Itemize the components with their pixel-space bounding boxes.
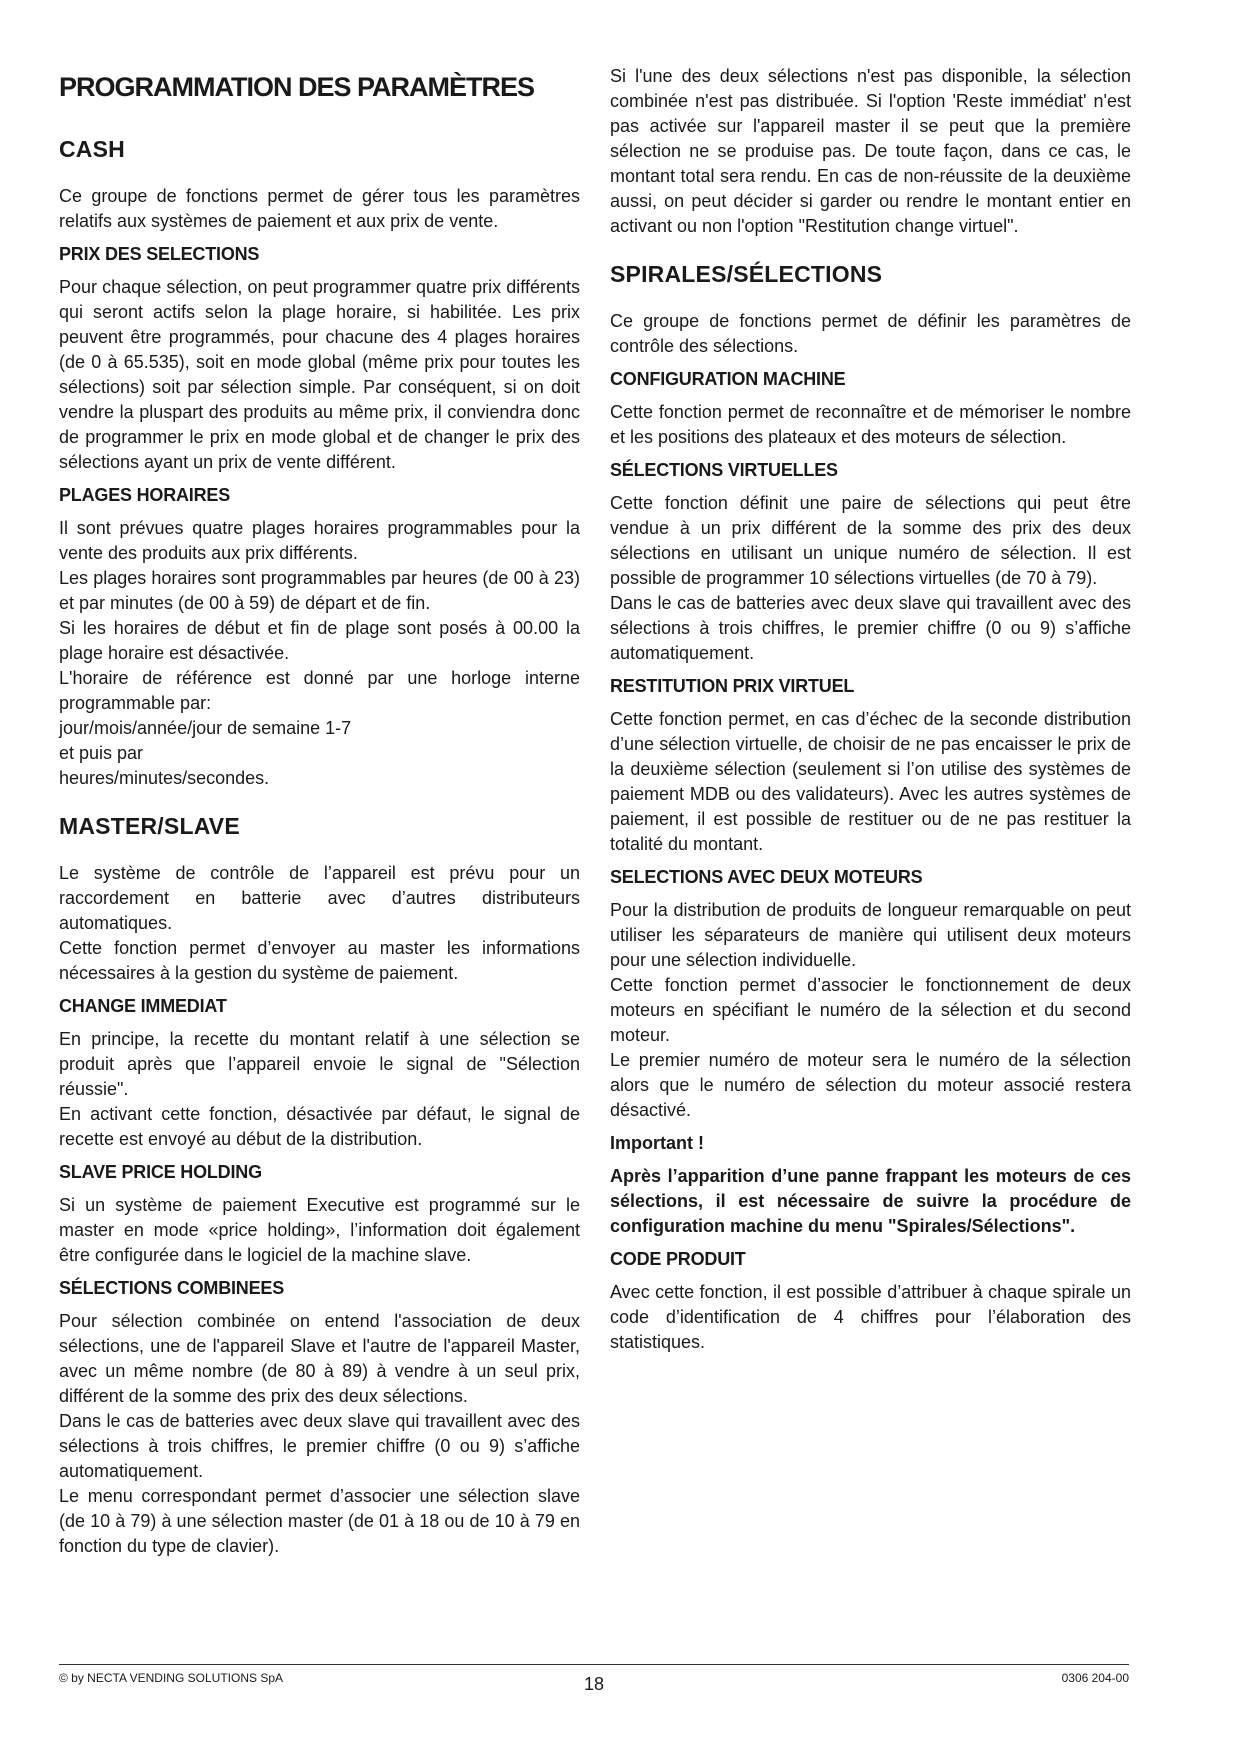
restitution-prix-virtuel-text: Cette fonction permet, en cas d’échec de la seconde distribution d’une sélection virtuelle, de choisir de ne pas encaisser le prix de la deuxième sélection (seulement si l’on utilise des systèmes de paiement MDB ou des validateurs). Avec les autres systèmes de paiement, il est possible de restituer ou de ne pas restituer la totalité du montant.: [610, 709, 1131, 854]
plages-horaires-line: Les plages horaires sont programmables par heures (de 00 à 23) et par minutes (de 00 à 59) de départ et de fin.: [59, 568, 580, 613]
change-immediat-line: En activant cette fonction, désactivée par défaut, le signal de recette est envoyé au début de la distribution.: [59, 1104, 580, 1149]
combinees-continuation: Si l'une des deux sélections n'est pas disponible, la sélection combinée n'est pas distribuée. Si l'option 'Reste immédiat' n'est pas activée sur l'appareil master il se peut que la première sélection ne se produise pas. De toute façon, dans ce cas, le montant total sera rendu. En cas de non-réussite de la deuxième aussi, on peut décider si garder ou rendre le montant entier en activant ou non l'option "Restitution change virtuel".: [610, 66, 1131, 236]
code-produit-text: Avec cette fonction, il est possible d’attribuer à chaque spirale un code d’identification de 4 chiffres pour l’élaboration des statistiques.: [610, 1282, 1131, 1352]
plages-horaires-line: Il sont prévues quatre plages horaires programmables pour la vente des produits aux prix différents.: [59, 518, 580, 563]
subheading-selections-deux-moteurs: SELECTIONS AVEC DEUX MOTEURS: [610, 867, 923, 887]
master-slave-line: Cette fonction permet d’envoyer au master les informations nécessaires à la gestion du système de paiement.: [59, 938, 580, 983]
slave-price-holding-text: Si un système de paiement Executive est programmé sur le master en mode «price holding», l’information doit également être configurée dans le logiciel de la machine slave.: [59, 1195, 580, 1265]
deux-moteurs-line: Pour la distribution de produits de longueur remarquable on peut utiliser les séparateurs de manière qui utilisent deux moteurs pour une sélection individuelle.: [610, 900, 1131, 970]
plages-horaires-line: Si les horaires de début et fin de plage sont posés à 00.00 la plage horaire est désactivée.: [59, 618, 580, 663]
subheading-change-immediat: CHANGE IMMEDIAT: [59, 996, 227, 1016]
deux-moteurs-line: Cette fonction permet d’associer le fonctionnement de deux moteurs en spécifiant le numéro de la sélection et du second moteur.: [610, 975, 1131, 1045]
selections-combinees-line: Pour sélection combinée on entend l'association de deux sélections, une de l'appareil Slave et l'autre de l'appareil Master, avec un même nombre (de 80 à 89) à vendre à un seul prix, différent de la somme des prix des deux sélections.: [59, 1311, 580, 1406]
subheading-plages-horaires: PLAGES HORAIRES: [59, 485, 231, 505]
cash-intro: Ce groupe de fonctions permet de gérer tous les paramètres relatifs aux systèmes de paiement et aux prix de vente.: [59, 186, 580, 231]
important-note: Après l’apparition d’une panne frappant les moteurs de ces sélections, il est nécessaire de suivre la procédure de configuration machine du menu "Spirales/Sélections".: [610, 1166, 1131, 1236]
change-immediat-line: En principe, la recette du montant relatif à une sélection se produit après que l’appareil envoie le signal de "Sélection réussie".: [59, 1029, 580, 1099]
page-number: 18: [584, 1674, 605, 1694]
configuration-machine-text: Cette fonction permet de reconnaître et de mémoriser le nombre et les positions des plateaux et des moteurs de sélection.: [610, 402, 1131, 447]
subheading-selections-combinees: SÉLECTIONS COMBINEES: [59, 1278, 285, 1298]
selections-combinees-line: Dans le cas de batteries avec deux slave qui travaillent avec des sélections à trois chiffres, le premier chiffre (0 ou 9) s’affiche automatiquement.: [59, 1411, 580, 1481]
plages-horaires-line: et puis par: [59, 743, 144, 763]
section-heading-spirales: SPIRALES/SÉLECTIONS: [610, 261, 883, 287]
subheading-configuration-machine: CONFIGURATION MACHINE: [610, 369, 846, 389]
subheading-selections-virtuelles: SÉLECTIONS VIRTUELLES: [610, 460, 838, 480]
right-column: [610, 64, 1131, 1355]
prix-selections-text: Pour chaque sélection, on peut programmer quatre prix différents qui seront actifs selon la plage horaire, si habilitée. Les prix peuvent être programmés, pour chacune des 4 plages horaires (de 0 à 65.535), soit en mode global (même prix pour toutes les sélections) soit par sélection simple. Par conséquent, si on doit vendre la pluspart des produits au même prix, il conviendra donc de programmer le prix en mode global et de changer le prix des sélections ayant un prix de vente différent.: [59, 277, 580, 472]
page-title: PROGRAMMATION DES PARAMÈTRES: [59, 72, 535, 102]
subheading-slave-price-holding: SLAVE PRICE HOLDING: [59, 1162, 262, 1182]
left-column: [59, 64, 580, 1559]
selections-combinees-line: Le menu correspondant permet d’associer une sélection slave (de 10 à 79) à une sélection master (de 01 à 18 ou de 10 à 79 en fonction du type de clavier).: [59, 1486, 580, 1556]
plages-horaires-line: heures/minutes/secondes.: [59, 768, 270, 788]
subheading-restitution-prix-virtuel: RESTITUTION PRIX VIRTUEL: [610, 676, 855, 696]
deux-moteurs-line: Le premier numéro de moteur sera le numéro de la sélection alors que le numéro de sélection du moteur associé restera désactivé.: [610, 1050, 1131, 1120]
footer-divider: [59, 1664, 1129, 1665]
spirales-intro: Ce groupe de fonctions permet de définir les paramètres de contrôle des sélections.: [610, 311, 1131, 356]
footer-doc-code: 0306 204-00: [1061, 1671, 1129, 1685]
section-heading-master-slave: MASTER/SLAVE: [59, 813, 240, 839]
selections-virtuelles-line: Dans le cas de batteries avec deux slave qui travaillent avec des sélections à trois chiffres, le premier chiffre (0 ou 9) s’affiche automatiquement.: [610, 593, 1131, 663]
footer-copyright: © by NECTA VENDING SOLUTIONS SpA: [59, 1671, 284, 1685]
subheading-prix-selections: PRIX DES SELECTIONS: [59, 244, 260, 264]
subheading-code-produit: CODE PRODUIT: [610, 1249, 746, 1269]
plages-horaires-line: jour/mois/année/jour de semaine 1-7: [59, 718, 352, 738]
plages-horaires-line: L'horaire de référence est donné par une horloge interne programmable par:: [59, 668, 580, 713]
selections-virtuelles-line: Cette fonction définit une paire de sélections qui peut être vendue à un prix différent de la somme des prix des deux sélections en utilisant un unique numéro de sélection. Il est possible de programmer 10 sélections virtuelles (de 70 à 79).: [610, 493, 1131, 588]
important-label: Important !: [610, 1133, 704, 1153]
master-slave-line: Le système de contrôle de l’appareil est prévu pour un raccordement en batterie avec d’autres distributeurs automatiques.: [59, 863, 580, 933]
section-heading-cash: CASH: [59, 136, 125, 162]
